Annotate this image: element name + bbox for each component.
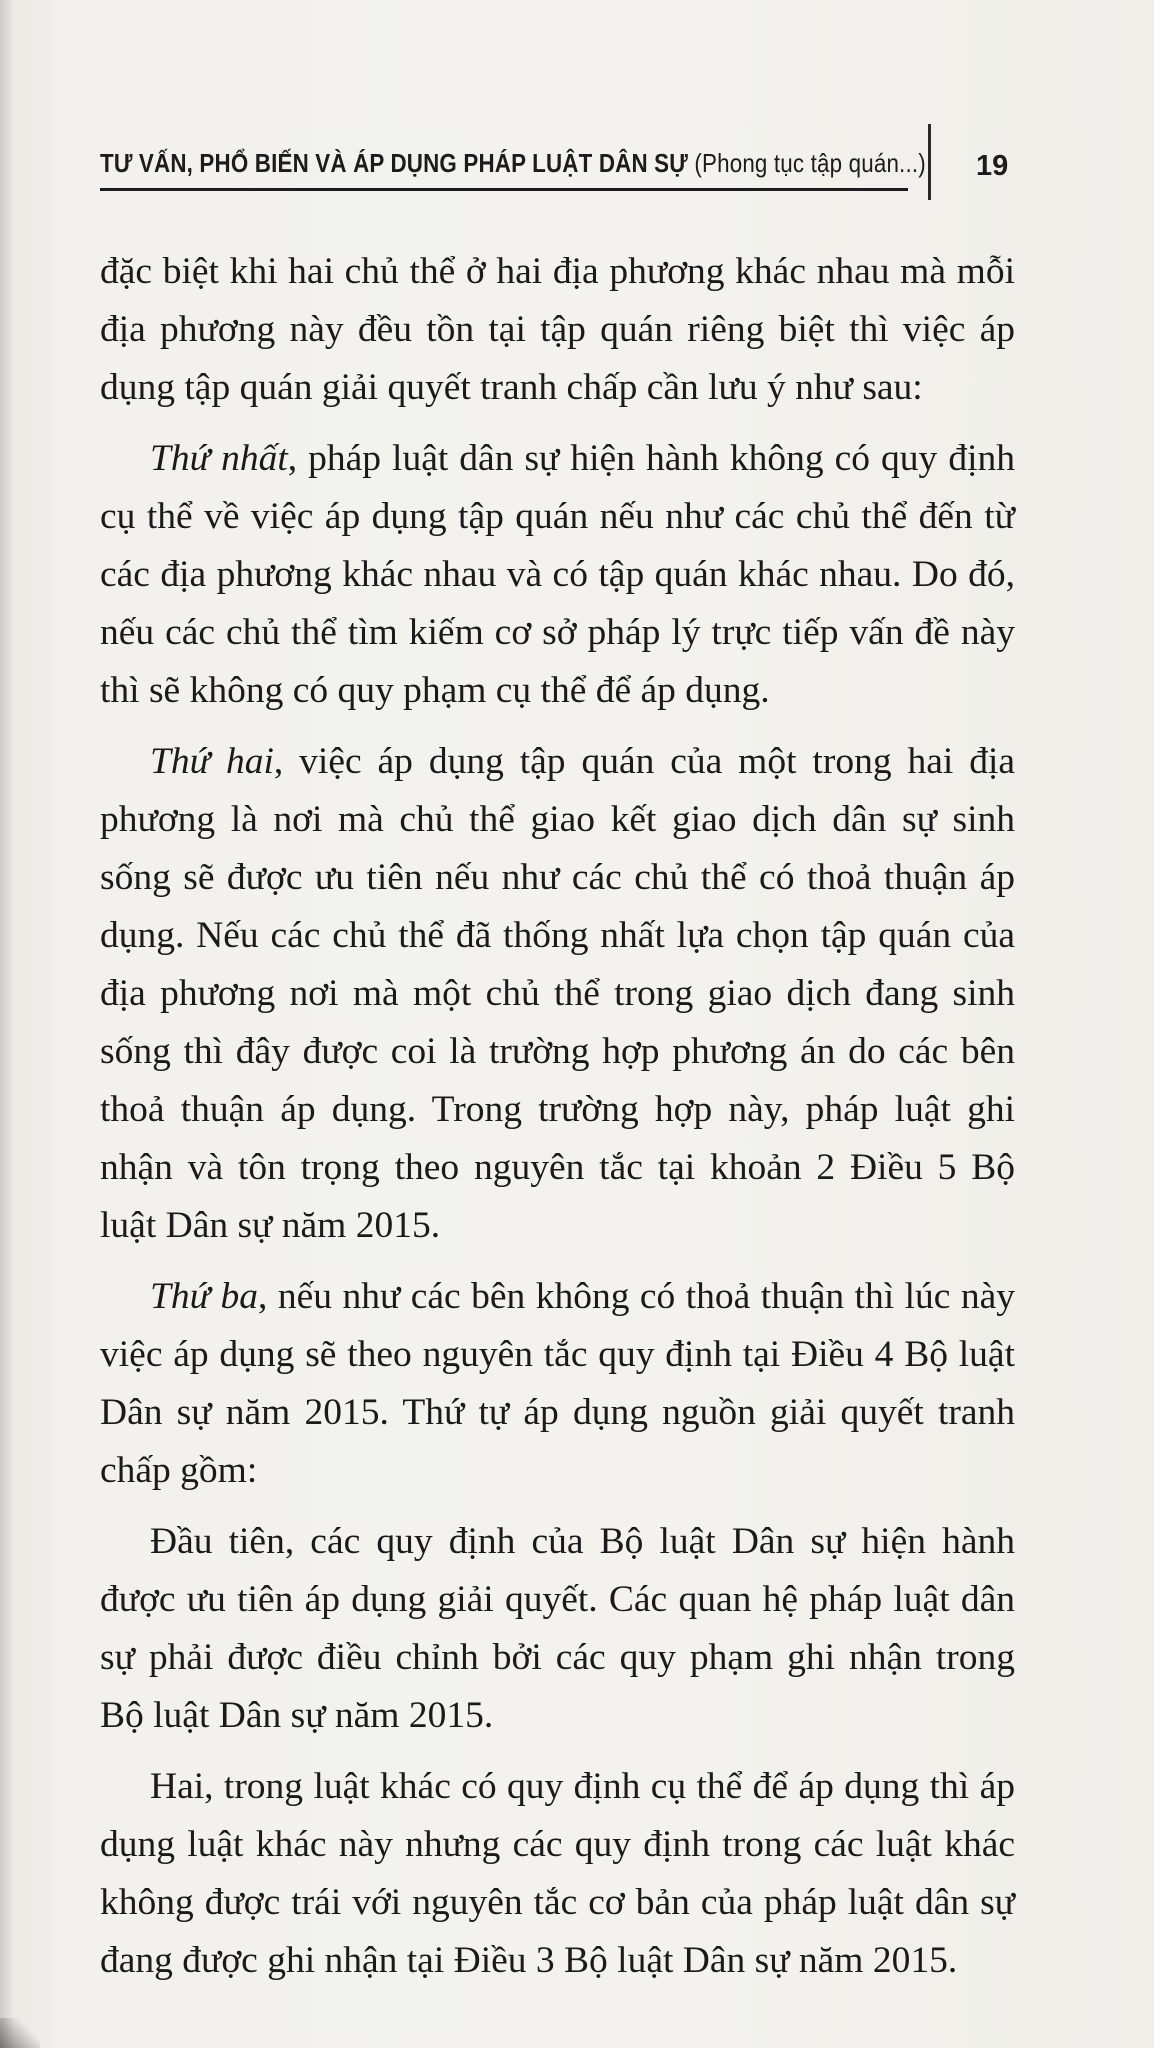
paragraph-text: , pháp luật dân sự hiện hành không có quy định cụ thể về việc áp dụng tập quán nếu như các chủ thể đến từ các địa phương khác nhau và có tập quán khác nhau. Do đó, nếu các chủ thể tìm kiếm cơ sở pháp lý trực tiếp vấn đề này thì sẽ không có quy phạm cụ thể để áp dụng. [100,438,1015,711]
paragraph-text: , nếu như các bên không có thoả thuận thì lúc này việc áp dụng sẽ theo nguyên tắc quy định tại Điều 4 Bộ luật Dân sự năm 2015. Thứ tự áp dụng nguồn giải quyết tranh chấp gồm: [100,1276,1015,1491]
paragraph-lead: Thứ hai [150,741,274,782]
header-divider [928,124,931,200]
paragraph-text: , việc áp dụng tập quán của một trong hai địa phương là nơi mà chủ thể giao kết giao dịch dân sự sinh sống sẽ được ưu tiên nếu như các chủ thể có thoả thuận áp dụng. Nếu các chủ thể đã thống nhất lựa chọn tập quán của địa phương nơi mà một chủ thể trong giao dịch đang sinh sống thì đây được coi là trường hợp phương án do các bên thoả thuận áp dụng. Trong trường hợp này, pháp luật ghi nhận và tôn trọng theo nguyên tắc tại khoản 2 Điều 5 Bộ luật Dân sự năm 2015. [100,741,1016,1246]
page-edge-shadow [0,0,14,2048]
paragraph [100,733,1015,1255]
paragraph-text: đặc biệt khi hai chủ thể ở hai địa phương khác nhau mà mỗi địa phương này đều tồn tại tập quán riêng biệt thì việc áp dụng tập quán giải quyết tranh chấp cần lưu ý như sau: [100,251,1015,408]
page-number: 19 [976,150,1009,182]
header-subtitle: (Phong tục tập quán...) [694,148,926,178]
paragraph-lead: Thứ nhất [150,438,288,479]
paragraph [100,1513,1015,1745]
running-header-title [100,148,926,179]
paragraph [100,1268,1015,1500]
paragraph-text: Hai, trong luật khác có quy định cụ thể để áp dụng thì áp dụng luật khác này nhưng các quy định trong các luật khác không được trái với nguyên tắc cơ bản của pháp luật dân sự đang được ghi nhận tại Điều 3 Bộ luật Dân sự năm 2015. [100,1766,1015,1981]
running-header [100,140,926,196]
header-title-text: TƯ VẤN, PHỔ BIẾN VÀ ÁP DỤNG PHÁP LUẬT DÂN SỰ [100,148,688,178]
paragraph [100,243,1015,417]
paragraph [100,430,1015,720]
header-underline [100,188,908,191]
paragraph-lead: Thứ ba [150,1276,259,1317]
body-text [100,243,1015,1990]
page-corner-shadow [0,2018,40,2048]
paragraph-text: Đầu tiên, các quy định của Bộ luật Dân sự hiện hành được ưu tiên áp dụng giải quyết. Các quan hệ pháp luật dân sự phải được điều chỉnh bởi các quy phạm ghi nhận trong Bộ luật Dân sự năm 2015. [100,1521,1015,1736]
paragraph [100,1758,1015,1990]
